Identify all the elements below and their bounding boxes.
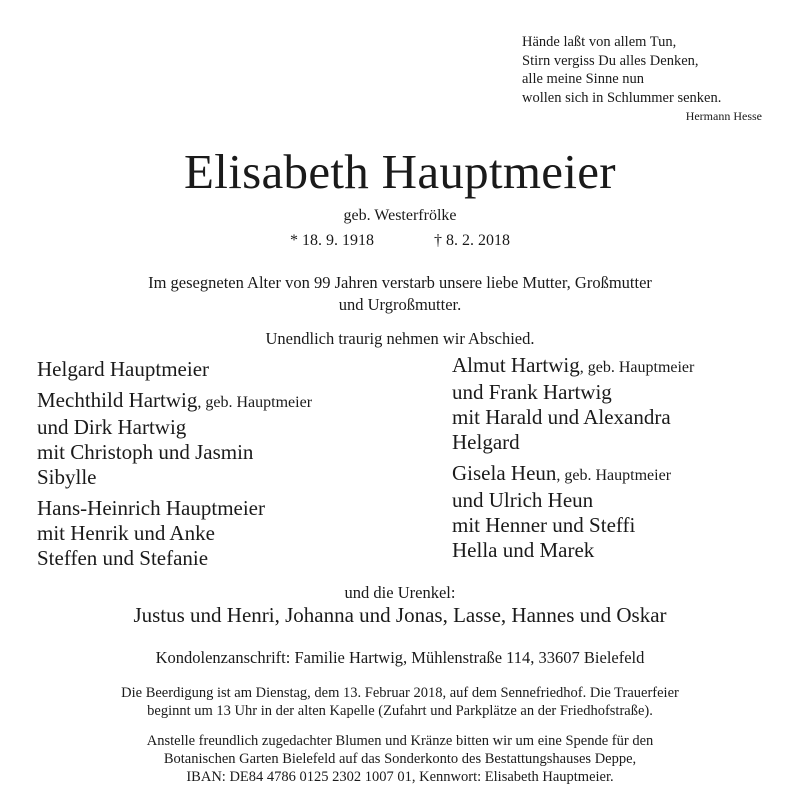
family-line bbox=[37, 388, 427, 415]
family-member-name: Gisela Heun bbox=[452, 461, 557, 485]
poem-line: alle meine Sinne nun bbox=[522, 71, 645, 87]
donation-info bbox=[0, 732, 800, 786]
family-member-name: Mechthild Hartwig bbox=[37, 388, 198, 412]
death-date: † 8. 2. 2018 bbox=[434, 232, 510, 249]
birth-date: * 18. 9. 1918 bbox=[290, 232, 374, 249]
poem-line: wollen sich in Schlummer senken. bbox=[522, 89, 722, 106]
condolence-address: Kondolenzanschrift: Familie Hartwig, Mühlenstraße 114, 33607 Bielefeld bbox=[155, 648, 645, 667]
life-dates bbox=[0, 232, 800, 250]
family-member-name: Steffen und Stefanie bbox=[37, 546, 209, 570]
family-line bbox=[452, 353, 792, 380]
family-line bbox=[452, 430, 792, 455]
family-line bbox=[452, 488, 792, 513]
family-line bbox=[37, 521, 427, 546]
family-member-name: Almut Hartwig bbox=[452, 353, 580, 377]
family-member-name: Helgard bbox=[452, 430, 520, 454]
poem-line: Stirn vergiss Du alles Denken, bbox=[522, 52, 699, 69]
family-member-name: Sibylle bbox=[37, 465, 97, 489]
family-member-name: und Dirk Hartwig bbox=[37, 415, 187, 439]
family-column-left bbox=[37, 357, 427, 577]
family-member-name: Hella und Marek bbox=[452, 538, 595, 562]
family-group bbox=[452, 353, 792, 455]
family-group bbox=[452, 461, 792, 563]
family-member-name: mit Henrik und Anke bbox=[37, 521, 215, 545]
poem bbox=[522, 33, 762, 126]
family-line bbox=[37, 357, 427, 382]
deceased-name: Elisabeth Hauptmeier bbox=[184, 144, 616, 199]
funeral-line: beginnt um 13 Uhr in der alten Kapelle (Zufahrt und Parkplätze an der Friedhofstraße). bbox=[147, 703, 653, 719]
family-group bbox=[37, 357, 427, 382]
family-member-name: Helgard Hauptmeier bbox=[37, 357, 210, 381]
family-line bbox=[452, 405, 792, 430]
maiden-name-note: , geb. Hauptmeier bbox=[197, 394, 313, 411]
maiden-name-note: , geb. Hauptmeier bbox=[556, 467, 672, 484]
family-line bbox=[452, 538, 792, 563]
announcement-line: Im gesegneten Alter von 99 Jahren verstarb unsere liebe Mutter, Großmutter bbox=[148, 273, 652, 292]
poem-author: Hermann Hesse bbox=[685, 109, 762, 123]
family-member-name: und Ulrich Heun bbox=[452, 488, 594, 512]
donation-line: Anstelle freundlich zugedachter Blumen und Kränze bitten wir um eine Spende für den bbox=[146, 733, 654, 749]
donation-line: IBAN: DE84 4786 0125 2302 1007 01, Kennwort: Elisabeth Hauptmeier. bbox=[186, 769, 614, 785]
great-grandchildren-names: Justus und Henri, Johanna und Jonas, Lasse, Hannes und Oskar bbox=[133, 603, 667, 627]
family-member-name: mit Harald und Alexandra bbox=[452, 405, 671, 429]
family-member-name: mit Henner und Steffi bbox=[452, 513, 636, 537]
great-grandchildren-intro: und die Urenkel: bbox=[344, 583, 456, 602]
poem-line: Hände laßt von allem Tun, bbox=[522, 34, 677, 50]
family-member-name: mit Christoph und Jasmin bbox=[37, 440, 254, 464]
family-line bbox=[452, 380, 792, 405]
family-member-name: und Frank Hartwig bbox=[452, 380, 612, 404]
family-line bbox=[37, 415, 427, 440]
announcement-line: und Urgroßmutter. bbox=[338, 295, 462, 314]
funeral-line: Die Beerdigung ist am Dienstag, dem 13. Februar 2018, auf dem Sennefriedhof. Die Trauerfeier bbox=[121, 685, 679, 701]
maiden-name: geb. Westerfrölke bbox=[343, 207, 457, 224]
family-line bbox=[37, 440, 427, 465]
family-group bbox=[37, 388, 427, 490]
donation-line: Botanischen Garten Bielefeld auf das Sonderkonto des Bestattungshauses Deppe, bbox=[163, 751, 637, 767]
family-group bbox=[37, 496, 427, 571]
farewell-text: Unendlich traurig nehmen wir Abschied. bbox=[265, 329, 535, 348]
death-announcement bbox=[0, 272, 800, 316]
family-member-name: Hans-Heinrich Hauptmeier bbox=[37, 496, 265, 520]
family-line bbox=[37, 546, 427, 571]
funeral-info bbox=[0, 684, 800, 720]
family-line bbox=[452, 513, 792, 538]
family-column-right bbox=[452, 353, 792, 569]
family-line bbox=[37, 465, 427, 490]
family-line bbox=[452, 461, 792, 488]
family-line bbox=[37, 496, 427, 521]
maiden-name-note: , geb. Hauptmeier bbox=[579, 359, 695, 376]
